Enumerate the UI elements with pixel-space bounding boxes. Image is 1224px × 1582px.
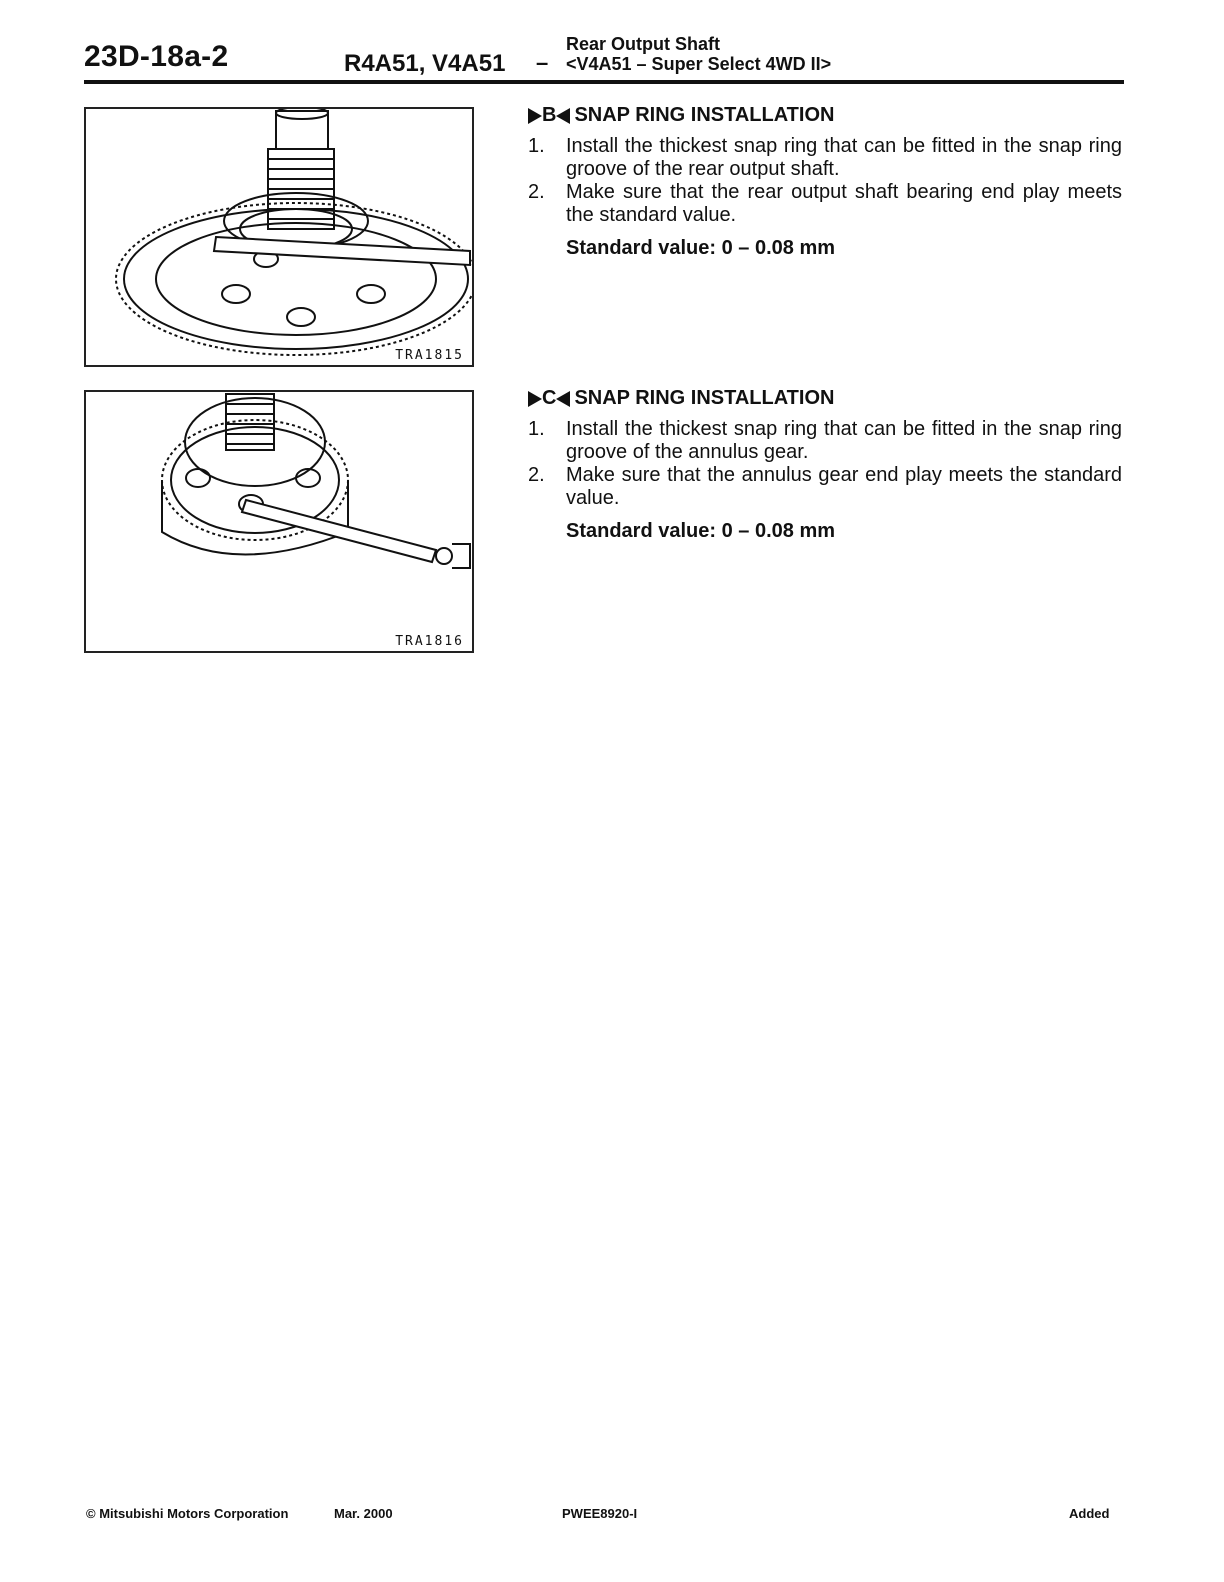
- step-number: 1.: [528, 418, 545, 440]
- title-separator: –: [536, 50, 549, 75]
- step-item: [528, 181, 1122, 227]
- footer-copyright: © Mitsubishi Motors Corporation: [86, 1506, 289, 1521]
- figure-annulus-gear-snap-ring: [84, 390, 474, 653]
- page-number: 23D-18a-2: [84, 40, 229, 73]
- annulus-gear-illustration: [86, 392, 472, 651]
- step-number: 2.: [528, 464, 545, 486]
- step-text: Install the thickest snap ring that can be fitted in the snap ring groove of the rear output shaft.: [566, 135, 1122, 180]
- left-triangle-icon: [556, 391, 570, 407]
- section-snap-ring-installation-b: [528, 104, 1122, 260]
- section-title: Rear Output Shaft: [566, 34, 721, 54]
- step-item: [528, 135, 1122, 181]
- section-heading: [528, 387, 1122, 410]
- reference-marker: [528, 104, 570, 127]
- step-item: [528, 418, 1122, 464]
- step-item: [528, 464, 1122, 510]
- header-rule: [84, 80, 1124, 84]
- heading-text: SNAP RING INSTALLATION: [574, 104, 835, 126]
- section-snap-ring-installation-c: [528, 387, 1122, 543]
- standard-value: Standard value: 0 – 0.08 mm: [566, 237, 836, 259]
- step-number: 1.: [528, 135, 545, 157]
- section-heading: [528, 104, 1122, 127]
- right-triangle-icon: [528, 108, 542, 124]
- model-codes: R4A51, V4A51: [344, 50, 506, 77]
- step-text: Install the thickest snap ring that can be fitted in the snap ring groove of the annulus gear.: [566, 418, 1122, 463]
- step-text: Make sure that the rear output shaft bearing end play meets the standard value.: [566, 181, 1122, 226]
- right-triangle-icon: [528, 391, 542, 407]
- figure-rear-output-shaft-snap-ring: [84, 107, 474, 367]
- rear-output-shaft-illustration: [86, 109, 472, 365]
- marker-letter: B: [542, 104, 557, 126]
- heading-text: SNAP RING INSTALLATION: [574, 387, 835, 409]
- figure-code: TRA1816: [395, 634, 464, 649]
- left-triangle-icon: [556, 108, 570, 124]
- section-subtitle: <V4A51 – Super Select 4WD II>: [566, 54, 832, 74]
- reference-marker: [528, 387, 570, 410]
- marker-letter: C: [542, 387, 557, 409]
- section-title-block: [566, 34, 831, 74]
- figure-code: TRA1815: [395, 348, 464, 363]
- footer-document-code: PWEE8920-I: [562, 1506, 638, 1521]
- step-text: Make sure that the annulus gear end play meets the standard value.: [566, 464, 1122, 509]
- step-number: 2.: [528, 181, 545, 203]
- footer-status: Added: [1069, 1506, 1110, 1521]
- footer-date: Mar. 2000: [334, 1506, 393, 1521]
- standard-value: Standard value: 0 – 0.08 mm: [566, 520, 836, 542]
